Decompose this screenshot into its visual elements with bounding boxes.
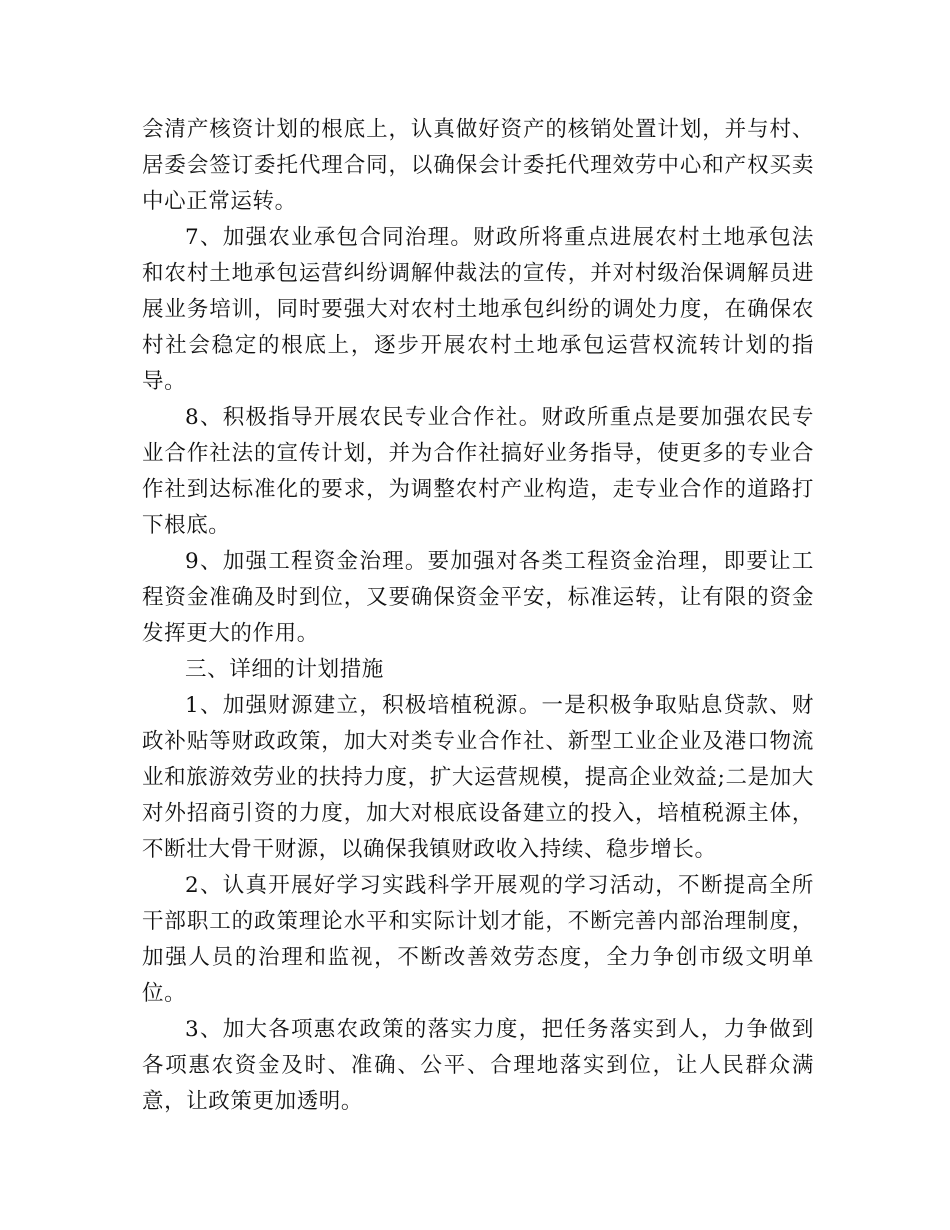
paragraph-continuation: 会清产核资计划的根底上，认真做好资产的核销处置计划，并与村、居委会签订委托代理合同，以确保会计委托代理效劳中心和产权买卖中心正常运转。 [142, 117, 814, 214]
paragraph-measure-1: 1、加强财源建立，积极培植税源。一是积极争取贴息贷款、财政补贴等财政政策，加大对类专业合作社、新型工业企业及港口物流业和旅游效劳业的扶持力度，扩大运营规模，提高企业效益;二是加大对外招商引资的力度，加大对根底设备建立的投入，培植税源主体，不断壮大骨干财源，以确保我镇财政收入持续、稳步增长。 [142, 693, 814, 862]
document-body [142, 112, 814, 1120]
paragraph-measure-2: 2、认真开展好学习实践科学开展观的学习活动，不断提高全所干部职工的政策理论水平和实际计划才能，不断完善内部治理制度，加强人员的治理和监视，不断改善效劳态度，全力争创市级文明单位。 [142, 873, 814, 1006]
paragraph-item-9: 9、加强工程资金治理。要加强对各类工程资金治理，即要让工程资金准确及时到位，又要确保资金平安，标准运转，让有限的资金发挥更大的作用。 [142, 549, 814, 646]
section-heading-measures: 三、详细的计划措施 [185, 657, 384, 682]
paragraph-item-8: 8、积极指导开展农民专业合作社。财政所重点是要加强农民专业合作社法的宣传计划，并为合作社搞好业务指导，使更多的专业合作社到达标准化的要求，为调整农村产业构造，走专业合作的道路打下根底。 [142, 405, 814, 538]
paragraph-measure-3: 3、加大各项惠农政策的落实力度，把任务落实到人，力争做到各项惠农资金及时、准确、公平、合理地落实到位，让人民群众满意，让政策更加透明。 [142, 1017, 814, 1114]
paragraph-item-7: 7、加强农业承包合同治理。财政所将重点进展农村土地承包法和农村土地承包运营纠纷调解仲裁法的宣传，并对村级治保调解员进展业务培训，同时要强大对农村土地承包纠纷的调处力度，在确保农村社会稳定的根底上，逐步开展农村土地承包运营权流转计划的指导。 [142, 225, 814, 394]
